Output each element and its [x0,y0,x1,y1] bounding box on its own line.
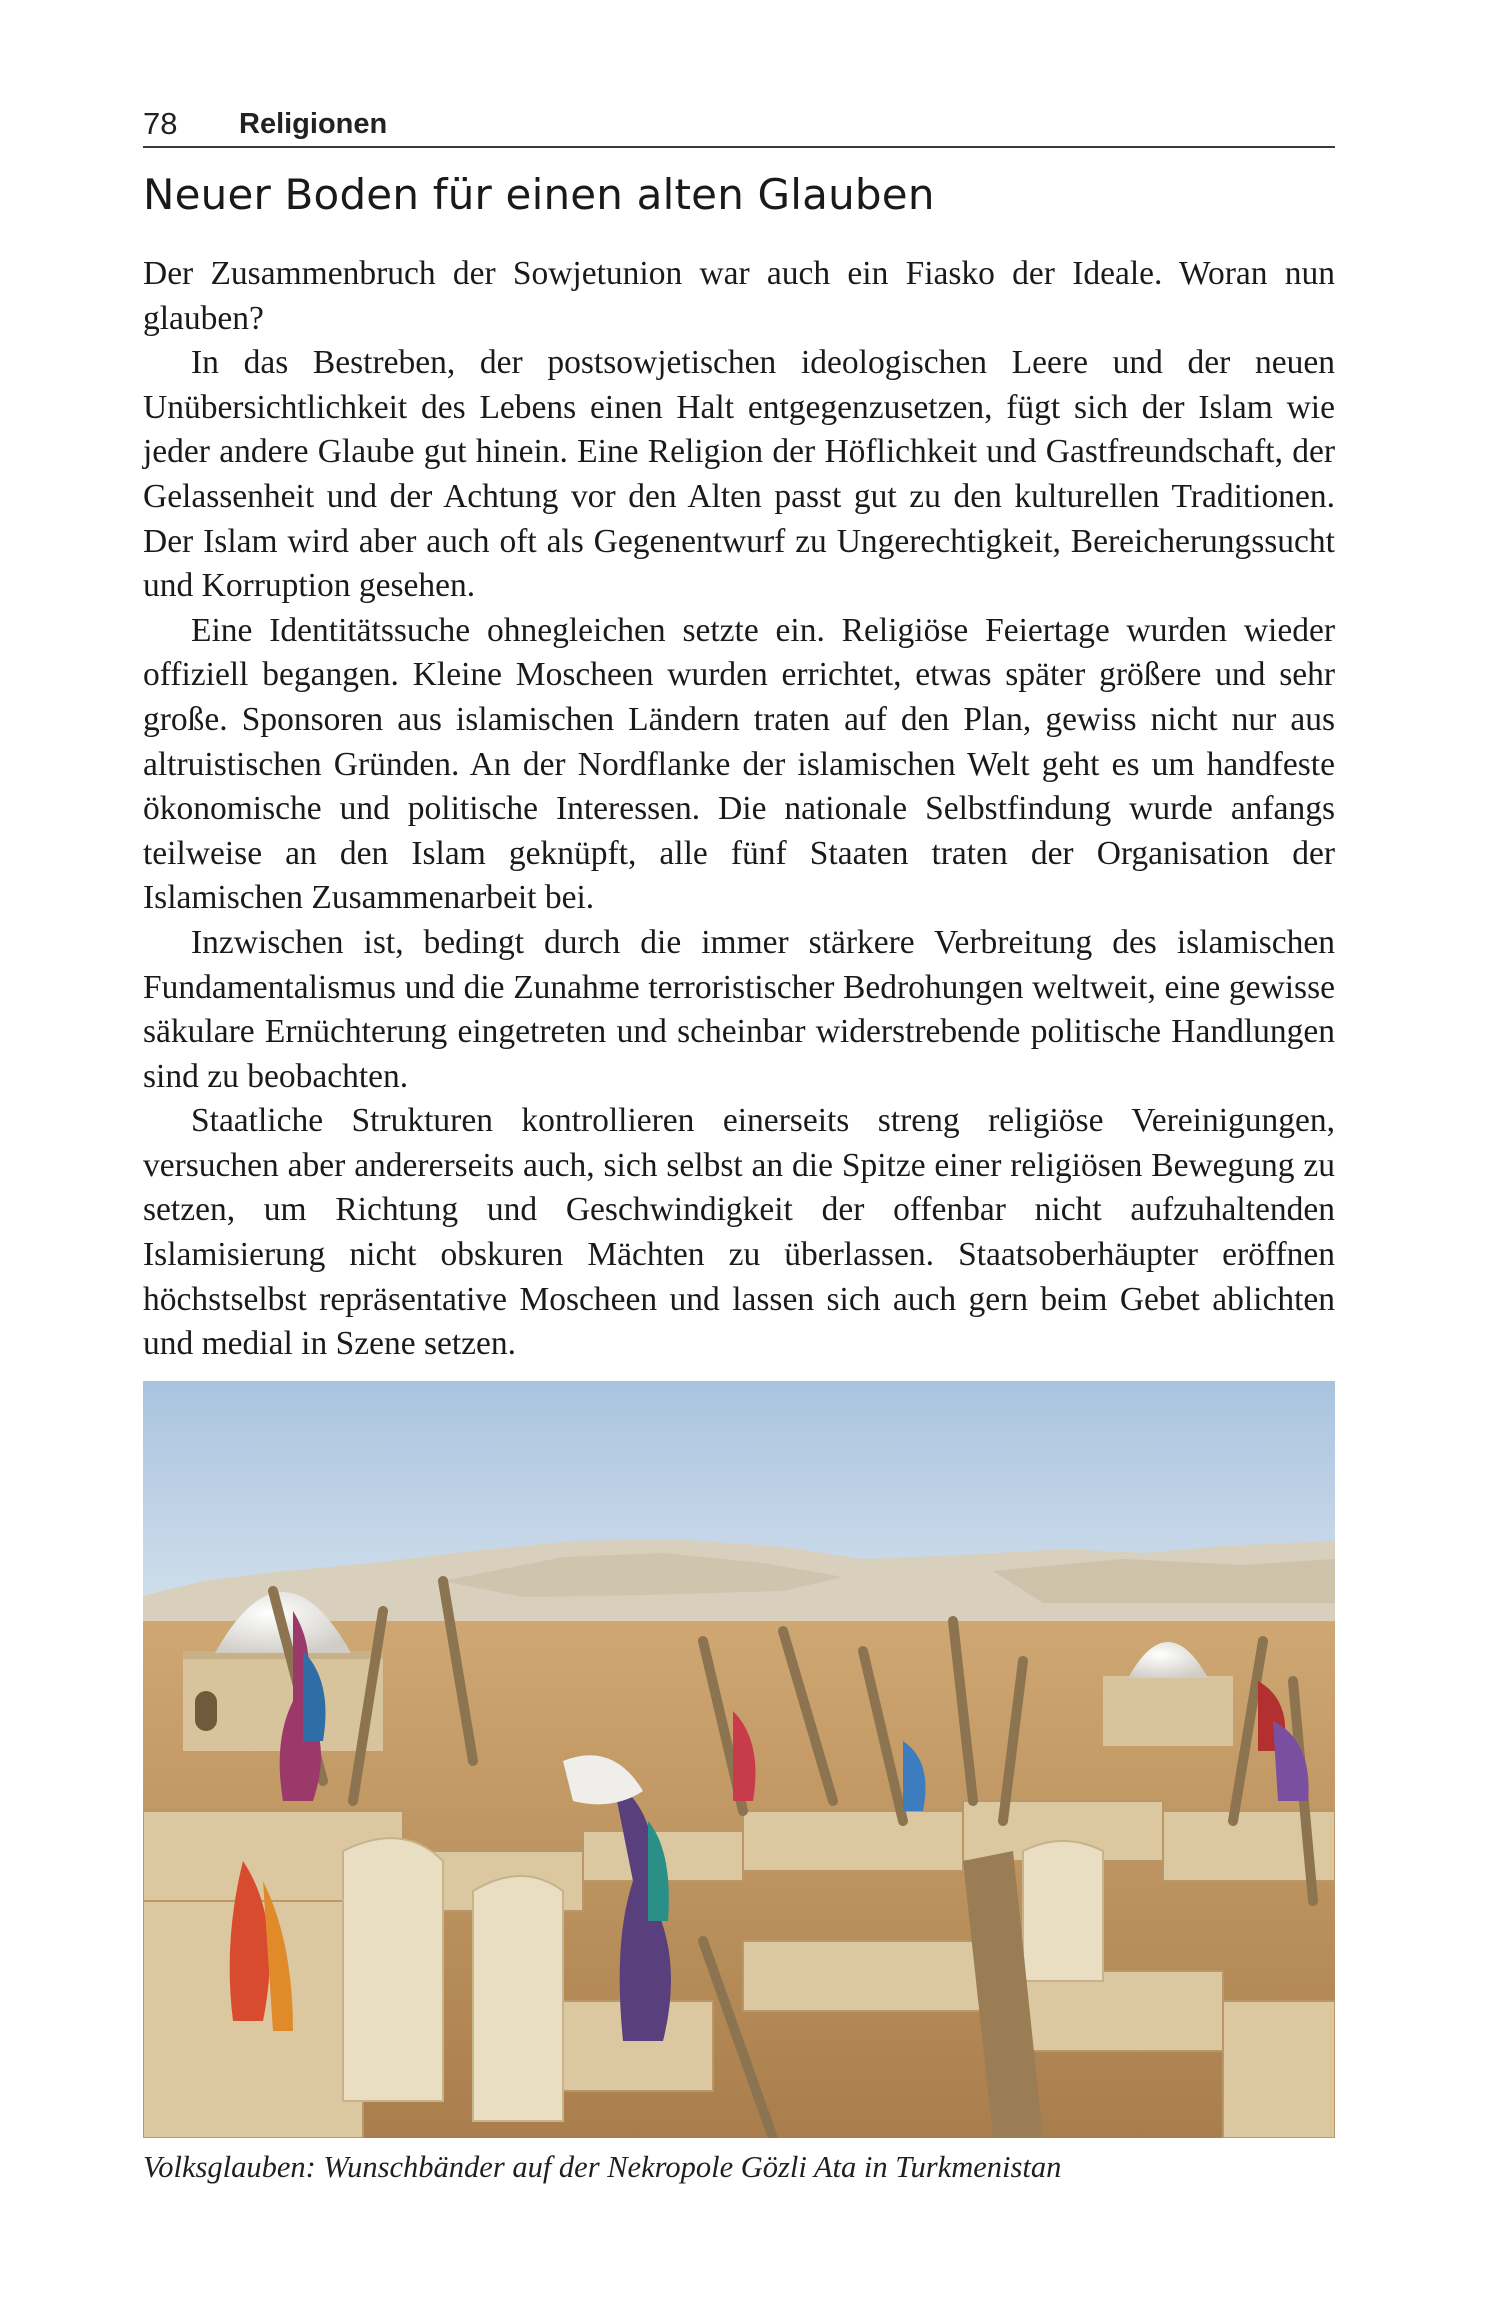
paragraph: In das Bestreben, der postsowjetischen ideologischen Leere und der neuen Unübersichtlichkeit des Lebens einen Halt entgegenzusetzen, fügt sich der Islam wie jeder andere Glaube gut hinein. Eine Religion der Höflichkeit und Gastfreundschaft, der Gelassenheit und der Achtung vor den Alten passt gut zu den kulturellen Traditionen. Der Islam wird aber auch oft als Gegenentwurf zu Ungerechtigkeit, Bereicherungssucht und Korruption gesehen. [143,344,1335,605]
article-body [143,252,1335,1367]
paragraph: Staatliche Strukturen kontrollieren einerseits streng religiöse Vereinigungen, versuchen aber andererseits auch, sich selbst an die Spitze einer religiösen Bewegung zu setzen, um Richtung und Geschwindigkeit der offenbar nicht aufzuhaltenden Islamisierung nicht obskuren Mächten zu überlassen. Staatsoberhäupter eröffnen höchstselbst repräsentative Moscheen und lassen sich auch gern beim Gebet ablichten und medial in Szene setzen. [143,1102,1335,1363]
paragraph: Der Zusammenbruch der Sowjetunion war auch ein Fiasko der Ideale. Woran nun glauben? [143,255,1335,337]
page-header [143,104,1335,148]
paragraph: Inzwischen ist, bedingt durch die immer stärkere Verbreitung des islamischen Fundamentalismus und die Zunahme terroristischer Bedrohungen weltweit, eine gewisse säkulare Ernüchterung eingetreten und scheinbar widerstrebende politische Handlungen sind zu beobachten. [143,923,1335,1095]
page-number: 78 [143,106,178,141]
paragraph: Eine Identitätssuche ohnegleichen setzte ein. Religiöse Feiertage wurden wieder offiziell begangen. Kleine Moscheen wurden errichtet, etwas später größere und sehr große. Sponsoren aus islamischen Ländern traten auf den Plan, gewiss nicht nur aus altruistischen Gründen. An der Nordflanke der islamischen Welt geht es um handfeste ökonomische und politische Interessen. Die nationale Selbstfindung wurde anfangs teilweise an den Islam geknüpft, alle fünf Staaten traten der Organisation der Islamischen Zusammenarbeit bei. [143,611,1335,917]
necropolis-photo [143,1381,1335,2138]
running-head: Religionen [239,108,388,140]
figure-caption: Volksglauben: Wunschbänder auf der Nekropole Gözli Ata in Turkmenistan [143,2150,1062,2184]
article-title: Neuer Boden für einen alten Glauben [143,170,935,219]
